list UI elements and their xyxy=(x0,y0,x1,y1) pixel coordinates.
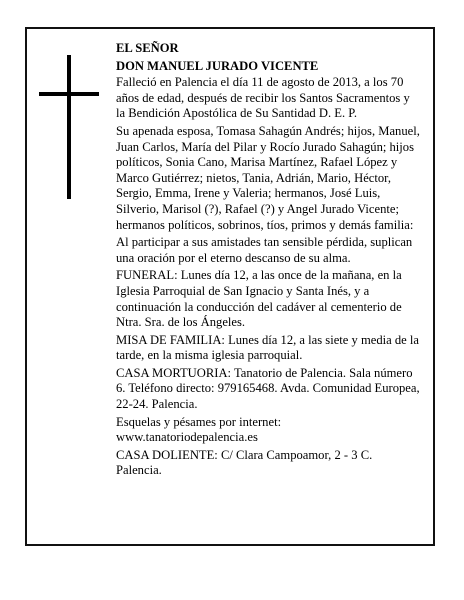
prayer-request: Al participar a sus amistades tan sensible pérdida, suplican una oración por el eterno descanso de su alma. xyxy=(116,235,413,265)
family-home-address: CASA DOLIENTE: C/ Clara Campoamor, 2 - 3 C. Palencia. xyxy=(116,447,373,478)
cross-horizontal-bar xyxy=(39,92,99,96)
internet-condolences: Esquelas y pésames por internet: www.tanatoriodepalencia.es xyxy=(116,414,282,445)
deceased-name: DON MANUEL JURADO VICENTE xyxy=(116,58,319,73)
funeral-info: FUNERAL: Lunes día 12, a las once de la mañana, en la Iglesia Parroquial de San Ignacio y Santa Inés, y a continuación la conducción del cadáver al cementerio de Ntra. Sra. de los Ángeles. xyxy=(116,268,402,330)
death-announcement: Falleció en Palencia el día 11 de agosto de 2013, a los 70 años de edad, después de recibir los Santos Sacramentos y la Bendición Apostólica de Su Santidad D. E. P. xyxy=(116,75,410,121)
obituary-text xyxy=(116,41,421,481)
family-mass-info: MISA DE FAMILIA: Lunes día 12, a las siete y media de la tarde, en la misma iglesia parroquial. xyxy=(116,332,420,363)
title-line-1: EL SEÑOR xyxy=(116,41,179,55)
family-list: Su apenada esposa, Tomasa Sahagún Andrés; hijos, Manuel, Juan Carlos, María del Pilar y Rocío Jurado Sahagún; hijos políticos, Sonia Cano, Marisa Martínez, Rafael López y Marco Gutiérrez; nietos, Tania, Adrián, Mario, Héctor, Sergio, Emma, Irene y Valeria; hermanos, José Luis, Silverio, Marisol (?), Rafael (?) y Angel Jurado Vicente; hermanos políticos, sobrinos, tíos, primos y demás familia: xyxy=(116,123,420,232)
funeral-home-info: CASA MORTUORIA: Tanatorio de Palencia. Sala número 6. Teléfono directo: 979165468. Avda. Comunidad Europea, 22-24. Palencia. xyxy=(116,365,420,412)
obituary-notice xyxy=(25,27,435,546)
cross-vertical-bar xyxy=(67,55,71,199)
